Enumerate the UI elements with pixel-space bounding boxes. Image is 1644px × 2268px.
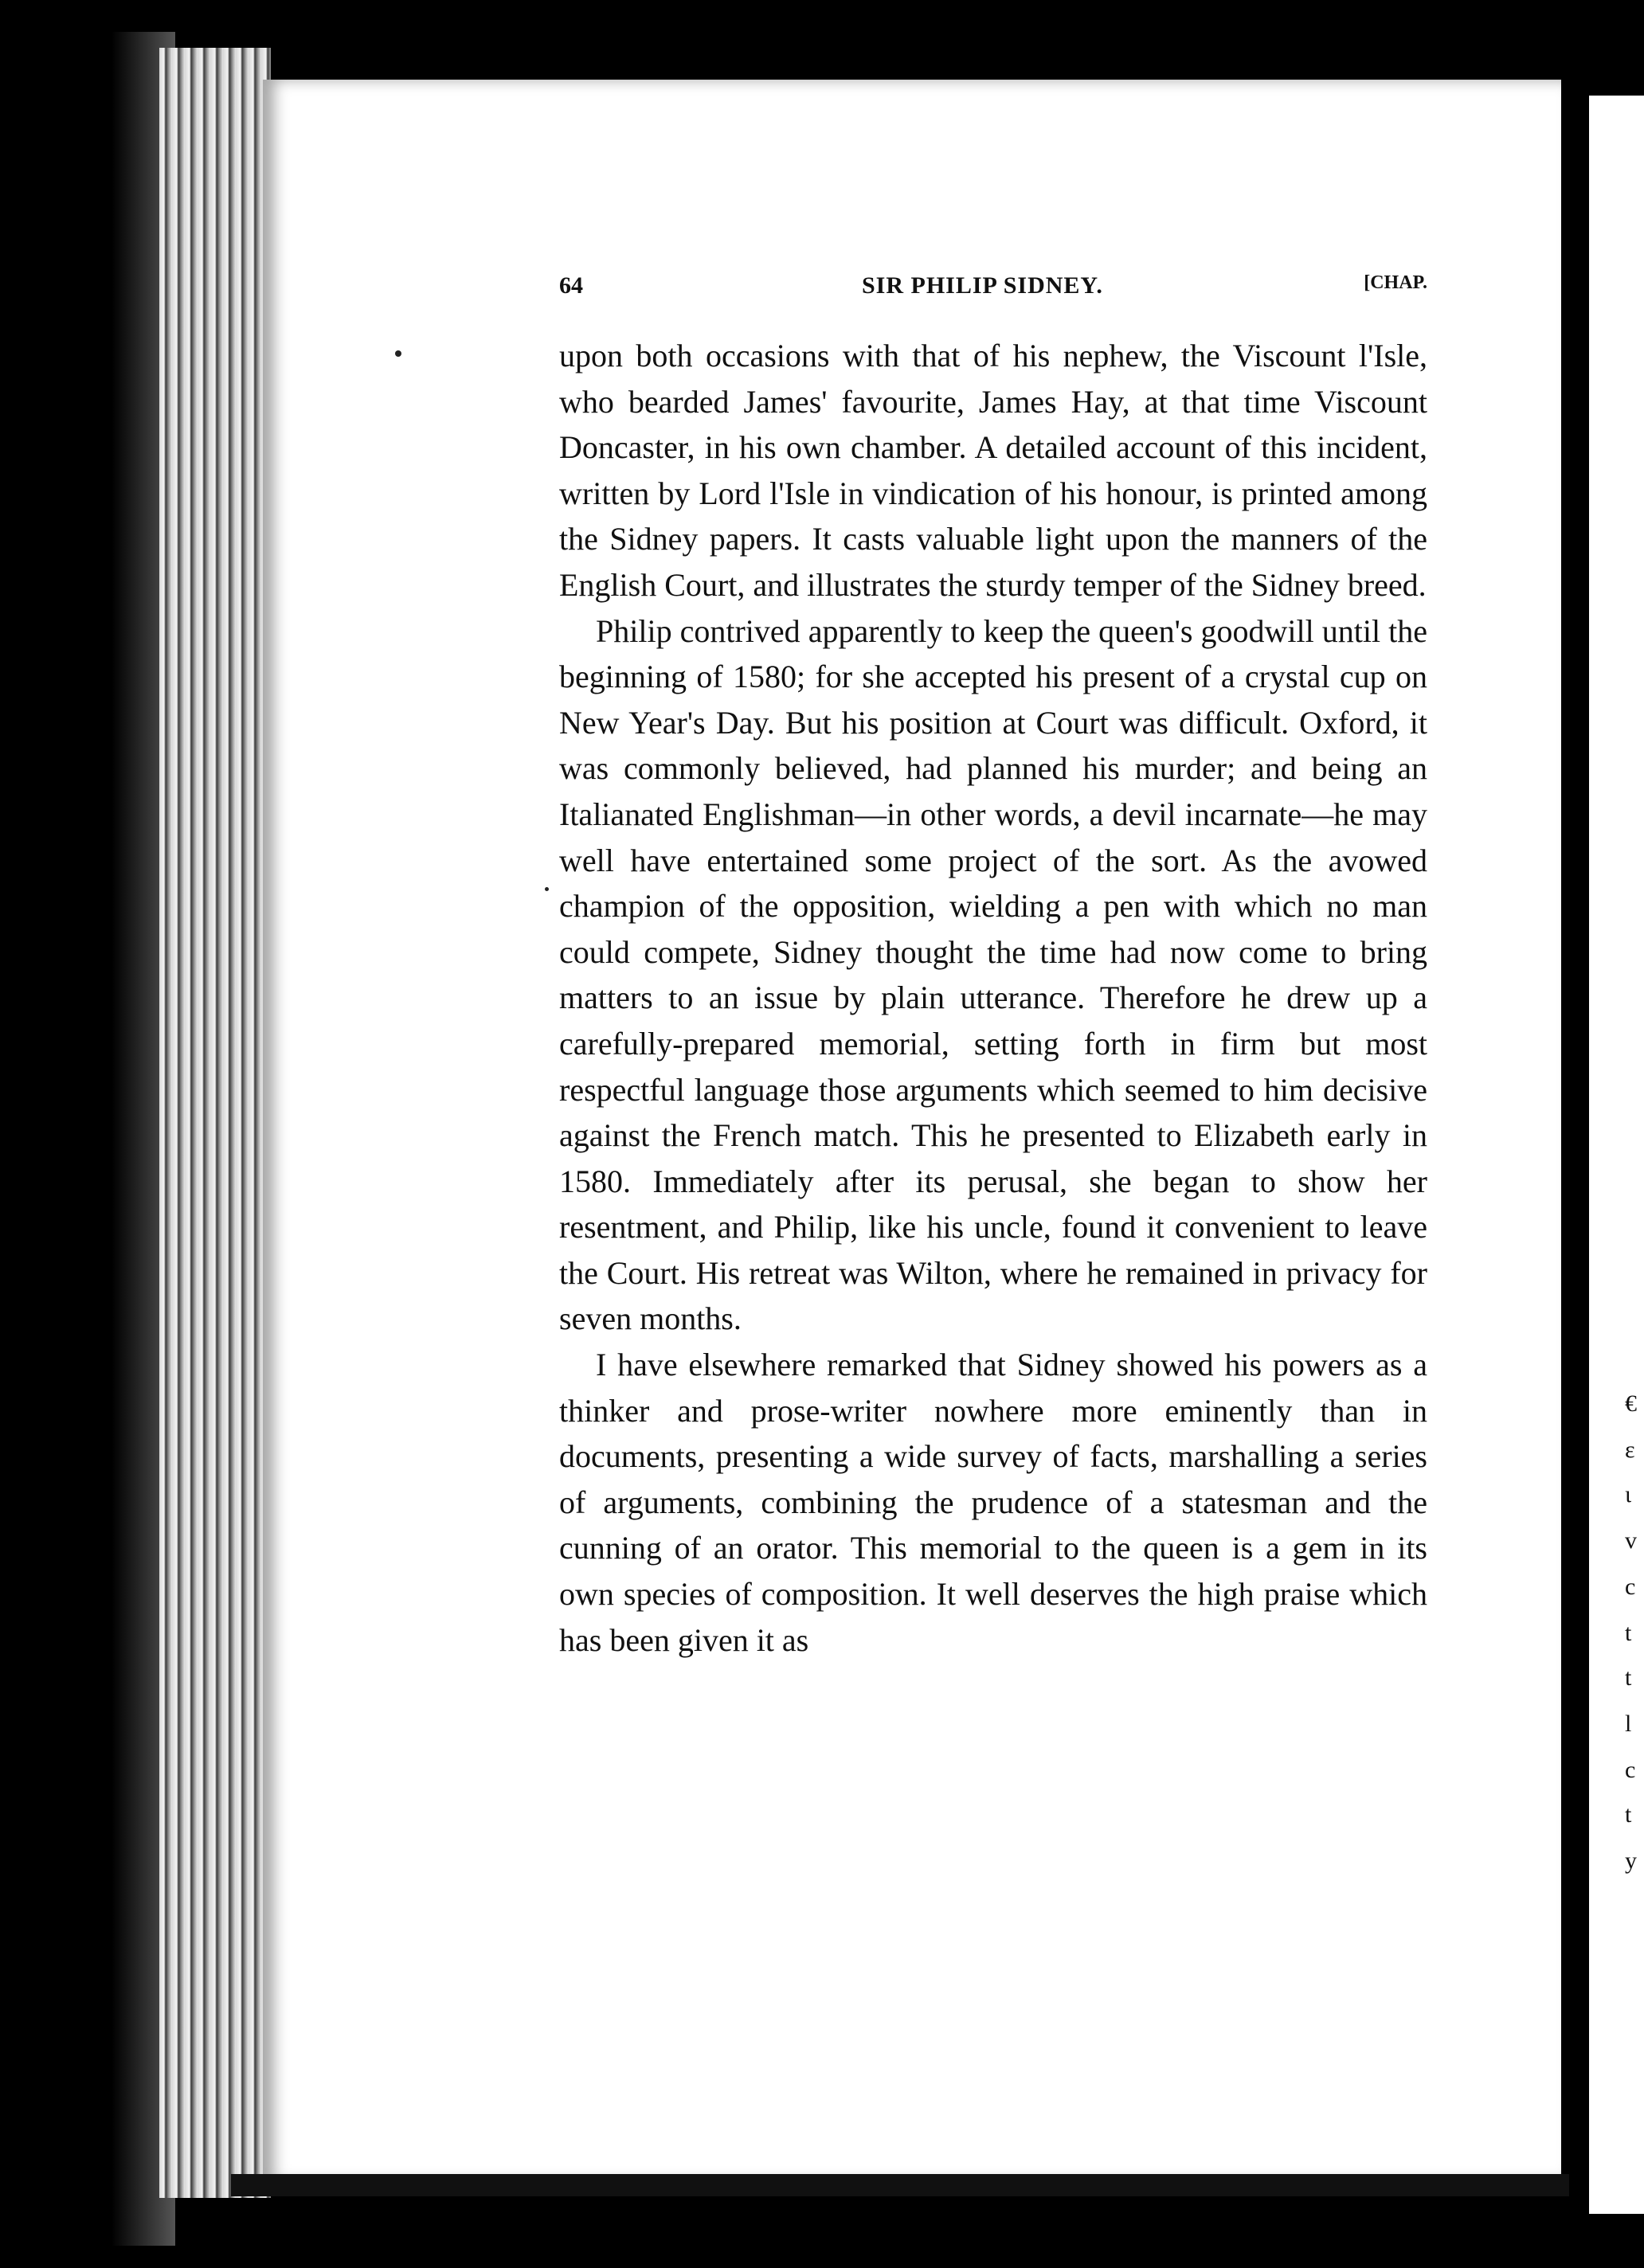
body-text [559, 333, 1427, 1663]
print-speck [545, 887, 549, 891]
running-title: SIR PHILIP SIDNEY. [862, 272, 1103, 299]
facing-page-letter: c [1625, 1757, 1636, 1783]
paragraph: Philip contrived apparently to keep the queen's goodwill until the beginning of 1580; for she accepted his present of a crystal cup on New Year's Day. But his position at Court was difficult. Oxford, it was commonly believed, had planned his murder; and being an Italianated Englishman—in other words, a devil incarnate—he may well have entertained some project of the sort. As the avowed champion of the opposition, wielding a pen with which no man could compete, Sidney thought the time had now come to bring matters to an issue by plain utterance. Therefore he drew up a carefully-prepared memorial, setting forth in firm but most respectful language those arguments which seemed to him decisive against the French match. This he presented to Elizabeth early in 1580. Immediately after its perusal, she began to show her resentment, and Philip, like his uncle, found it convenient to leave the Court. His retreat was Wilton, where he remained in privacy for seven months. [559, 612, 1427, 1337]
page-edge-stack [159, 48, 271, 2198]
running-head [559, 272, 1427, 309]
facing-page-letter: ι [1625, 1481, 1632, 1507]
facing-page-sliver [1581, 96, 1644, 2214]
facing-page-letter: v [1625, 1527, 1637, 1554]
facing-page-letter: ε [1625, 1437, 1635, 1463]
facing-page-letter: l [1625, 1711, 1632, 1737]
facing-page-letter: c [1625, 1574, 1636, 1600]
page-bottom-edge [231, 2174, 1569, 2196]
chapter-reference: [CHAP. [1364, 272, 1427, 293]
page-number: 64 [559, 272, 583, 299]
facing-page-letter: t [1625, 1620, 1632, 1646]
paragraph: upon both occasions with that of his nephew, the Viscount l'Isle, who bearded James' favourite, James Hay, at that time Viscount Doncaster, in his own chamber. A detailed account of this incident, written by Lord l'Isle in vindication of his honour, is printed among the Sidney papers. It casts valuable light upon the manners of the English Court, and illustrates the sturdy temper of the Sidney breed. [559, 338, 1427, 603]
paragraph: I have elsewhere remarked that Sidney showed his powers as a thinker and prose-writer nowhere more eminently than in documents, presenting a wide survey of facts, marshalling a series of arguments, combining the prudence of a statesman and the cunning of an orator. This memorial to the queen is a gem in its own species of composition. It well deserves the high praise which has been given it as [559, 1347, 1427, 1658]
facing-page-letter: € [1625, 1390, 1637, 1417]
facing-page-letter: y [1625, 1848, 1637, 1874]
facing-page-letter: t [1625, 1801, 1632, 1828]
facing-page-letter: t [1625, 1664, 1632, 1691]
print-speck [395, 350, 401, 357]
